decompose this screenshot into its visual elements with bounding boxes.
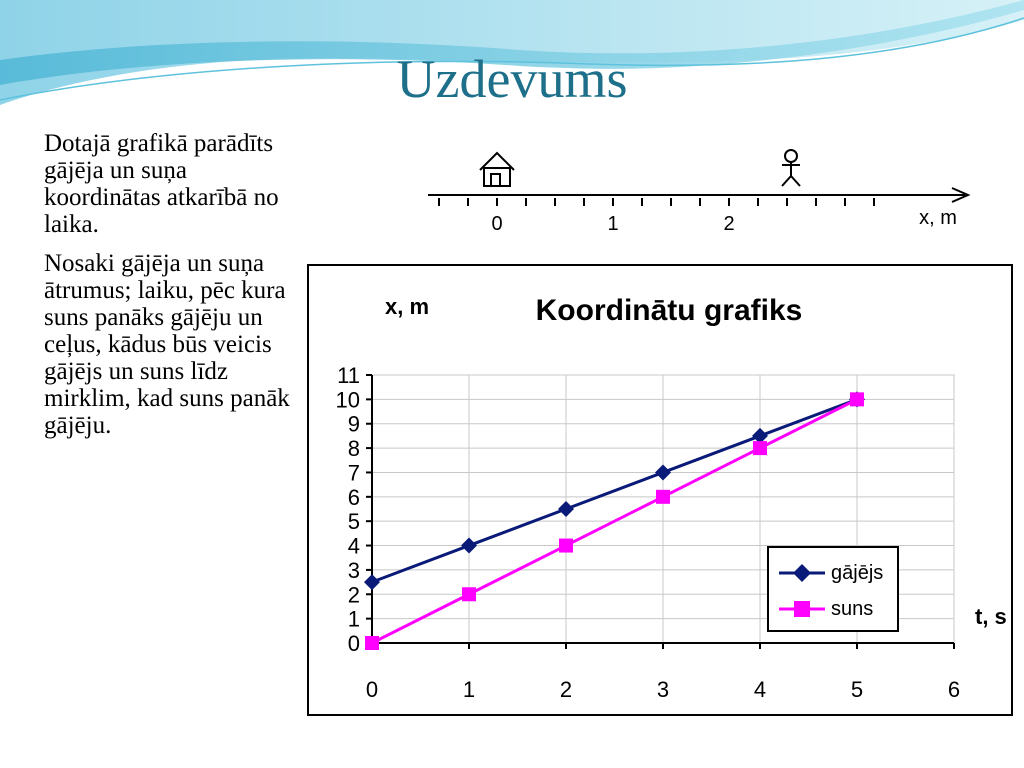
chart-container (307, 264, 1013, 716)
number-line-figure (420, 140, 980, 240)
x-tick-label: 3 (656, 677, 670, 702)
house-icon (480, 153, 514, 186)
y-tick-label: 6 (347, 484, 360, 510)
data-point-1-5 (850, 392, 864, 406)
x-tick-label: 5 (850, 677, 864, 702)
y-tick-label: 10 (335, 387, 360, 413)
x-tick-label: 6 (947, 677, 961, 702)
y-tick-label: 8 (347, 436, 360, 462)
person-icon (782, 150, 800, 186)
legend-swatch-dog (777, 596, 827, 622)
legend-swatch-pedestrian (777, 560, 827, 586)
legend-item-pedestrian (769, 560, 897, 590)
y-tick-label: 9 (347, 411, 360, 437)
y-tick-label: 2 (347, 582, 360, 608)
data-point-1-0 (365, 636, 379, 650)
legend-item-dog (769, 596, 897, 626)
data-point-1-1 (462, 587, 476, 601)
slide-title: Uzdevums (396, 49, 628, 109)
data-point-1-4 (753, 441, 767, 455)
number-line-ticks (439, 198, 874, 206)
task-paragraph-2: Nosaki gājēja un suņa ātrumus; laiku, pēc kura suns panāks gājēju un ceļus, kādus būs veicis gājējs un suns līdz mirklim, kad suns panāk gājēju. (44, 250, 290, 439)
x-tick-label: 2 (559, 677, 573, 702)
y-tick-label: 11 (337, 363, 360, 388)
y-tick-label: 0 (347, 631, 360, 656)
number-line-label-0: 0 (491, 213, 503, 235)
number-line-label-2: 2 (723, 213, 735, 235)
y-axis-label: x, m (385, 294, 430, 319)
task-text (44, 130, 306, 451)
y-tick-label: 3 (347, 557, 360, 583)
y-tick-label: 1 (347, 606, 360, 632)
x-tick-label: 0 (365, 677, 379, 702)
legend-label-dog: suns (831, 598, 874, 620)
legend-label-pedestrian: gājējs (831, 562, 884, 584)
x-tick-label: 4 (753, 677, 767, 702)
y-tick-label: 7 (347, 460, 360, 486)
data-point-1-2 (559, 539, 573, 553)
chart-plot (309, 266, 1011, 714)
number-line-axis-label: x, m (919, 207, 957, 229)
x-axis-label: t, s (975, 604, 1007, 629)
chart-legend (767, 546, 899, 632)
task-paragraph-1: Dotajā grafikā parādīts gājēja un suņa koordinātas atkarībā no laika. (44, 130, 279, 238)
y-tick-label: 5 (347, 509, 360, 535)
number-line-label-1: 1 (607, 213, 619, 235)
y-tick-label: 4 (347, 533, 360, 559)
chart-title: Koordinātu grafiks (535, 294, 803, 327)
x-tick-label: 1 (462, 677, 476, 702)
data-point-1-3 (656, 490, 670, 504)
